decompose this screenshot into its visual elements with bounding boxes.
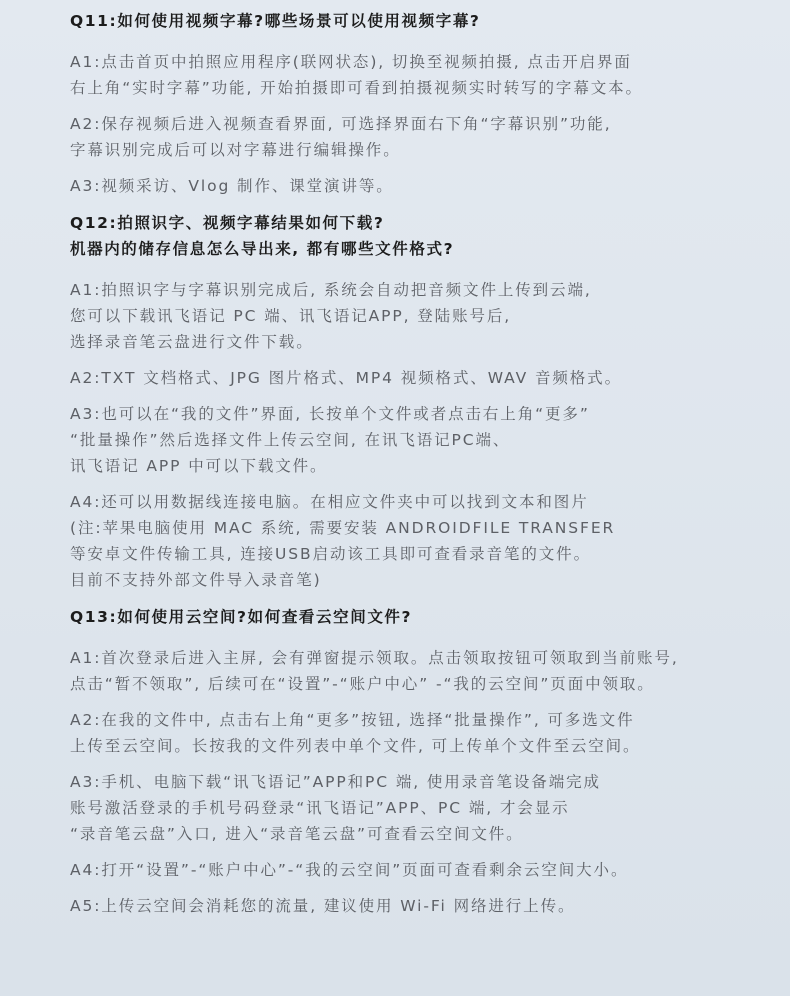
question-q12 [70, 210, 782, 262]
answer-line: 上传至云空间。长按我的文件列表中单个文件, 可上传单个文件至云空间。 [70, 737, 641, 755]
answer-line: 讯飞语记 APP 中可以下载文件。 [70, 457, 328, 475]
answer-line: A2:在我的文件中, 点击右上角“更多”按钮, 选择“批量操作”, 可多选文件 [70, 711, 635, 729]
answer-q13-a3 [70, 769, 782, 847]
answer-line: 您可以下载讯飞语记 PC 端、讯飞语记APP, 登陆账号后, [70, 307, 512, 325]
answer-line: 目前不支持外部文件导入录音笔) [70, 571, 322, 589]
answer-line: A5:上传云空间会消耗您的流量, 建议使用 Wi-Fi 网络进行上传。 [70, 897, 576, 915]
answer-line: 选择录音笔云盘进行文件下载。 [70, 333, 314, 351]
answer-q12-a4 [70, 489, 782, 593]
question-line: Q12:拍照识字、视频字幕结果如何下载? [70, 214, 385, 232]
answer-q11-a3 [70, 173, 782, 199]
answer-line: 右上角“实时字幕”功能, 开始拍摄即可看到拍摄视频实时转写的字幕文本。 [70, 79, 643, 97]
faq-content [70, 8, 782, 919]
question-q11 [70, 8, 782, 34]
question-q13 [70, 604, 782, 630]
answer-line: “录音笔云盘”入口, 进入“录音笔云盘”可查看云空间文件。 [70, 825, 524, 843]
question-line: Q11:如何使用视频字幕?哪些场景可以使用视频字幕? [70, 12, 481, 30]
answer-line: 字幕识别完成后可以对字幕进行编辑操作。 [70, 141, 401, 159]
answer-q12-a1 [70, 277, 782, 355]
answer-line: (注:苹果电脑使用 MAC 系统, 需要安装 ANDROIDFILE TRANSFER [70, 519, 616, 537]
answer-line: A1:首次登录后进入主屏, 会有弹窗提示领取。点击领取按钮可领取到当前账号, [70, 649, 679, 667]
answer-line: 等安卓文件传输工具, 连接USB启动该工具即可查看录音笔的文件。 [70, 545, 591, 563]
answer-line: A3:视频采访、Vlog 制作、课堂演讲等。 [70, 177, 394, 195]
answer-q13-a4 [70, 857, 782, 883]
answer-line: A2:保存视频后进入视频查看界面, 可选择界面右下角“字幕识别”功能, [70, 115, 612, 133]
answer-line: 账号激活登录的手机号码登录“讯飞语记”APP、PC 端, 才会显示 [70, 799, 570, 817]
answer-q13-a5 [70, 893, 782, 919]
answer-q13-a2 [70, 707, 782, 759]
answer-line: A3:手机、电脑下载“讯飞语记”APP和PC 端, 使用录音笔设备端完成 [70, 773, 601, 791]
question-line: Q13:如何使用云空间?如何查看云空间文件? [70, 608, 413, 626]
answer-line: “批量操作”然后选择文件上传云空间, 在讯飞语记PC端、 [70, 431, 511, 449]
answer-line: A4:打开“设置”-“账户中心”-“我的云空间”页面可查看剩余云空间大小。 [70, 861, 629, 879]
question-line: 机器内的储存信息怎么导出来, 都有哪些文件格式? [70, 240, 455, 258]
answer-q12-a3 [70, 401, 782, 479]
answer-q11-a2 [70, 111, 782, 163]
answer-line: A3:也可以在“我的文件”界面, 长按单个文件或者点击右上角“更多” [70, 405, 590, 423]
answer-line: 点击“暂不领取”, 后续可在“设置”-“账户中心” -“我的云空间”页面中领取。 [70, 675, 655, 693]
answer-line: A4:还可以用数据线连接电脑。在相应文件夹中可以找到文本和图片 [70, 493, 589, 511]
answer-line: A2:TXT 文档格式、JPG 图片格式、MP4 视频格式、WAV 音频格式。 [70, 369, 622, 387]
answer-q12-a2 [70, 365, 782, 391]
answer-line: A1:点击首页中拍照应用程序(联网状态), 切换至视频拍摄, 点击开启界面 [70, 53, 632, 71]
answer-q11-a1 [70, 49, 782, 101]
answer-q13-a1 [70, 645, 782, 697]
answer-line: A1:拍照识字与字幕识别完成后, 系统会自动把音频文件上传到云端, [70, 281, 592, 299]
